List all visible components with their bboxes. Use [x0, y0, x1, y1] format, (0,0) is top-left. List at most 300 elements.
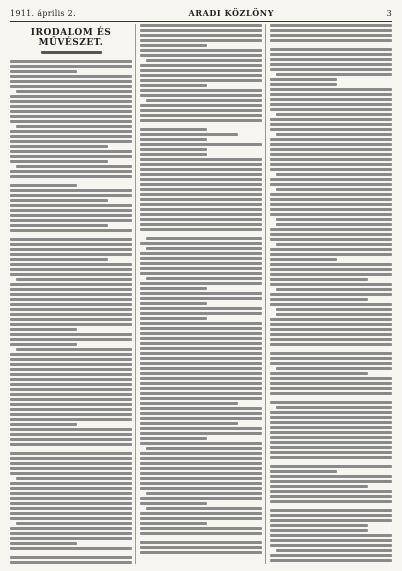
text-line-placeholder — [276, 313, 392, 316]
text-line-placeholder — [140, 307, 262, 310]
text-line-placeholder — [270, 436, 392, 439]
text-line-placeholder — [10, 378, 132, 381]
text-line-placeholder — [140, 119, 262, 122]
text-line-placeholder — [270, 148, 392, 151]
text-line-placeholder — [140, 262, 262, 265]
text-line-placeholder — [270, 298, 368, 301]
text-line-placeholder — [270, 278, 368, 281]
text-line-placeholder — [270, 268, 392, 271]
text-line-placeholder — [140, 128, 207, 131]
text-line-placeholder — [140, 74, 262, 77]
text-line-placeholder — [10, 60, 132, 63]
text-line-placeholder — [140, 252, 262, 255]
text-line-placeholder — [276, 367, 392, 370]
text-line-placeholder — [140, 158, 262, 161]
text-line-placeholder — [140, 337, 262, 340]
text-line-placeholder — [140, 332, 262, 335]
text-line-placeholder — [10, 170, 132, 173]
text-line-placeholder — [140, 153, 207, 156]
text-line-placeholder — [10, 497, 132, 500]
text-line-placeholder — [140, 472, 262, 475]
text-line-placeholder — [10, 214, 132, 217]
text-line-placeholder — [140, 218, 262, 221]
text-line-placeholder — [10, 70, 77, 73]
text-line-placeholder — [146, 277, 262, 280]
text-line-placeholder — [10, 288, 132, 291]
text-line-placeholder — [10, 204, 132, 207]
text-line-placeholder — [10, 65, 132, 68]
text-line-placeholder — [10, 298, 132, 301]
text-line-placeholder — [10, 532, 132, 535]
text-line-placeholder — [140, 317, 207, 320]
text-line-placeholder — [10, 492, 132, 495]
text-line-placeholder — [270, 421, 392, 424]
text-line-placeholder — [10, 243, 132, 246]
text-line-placeholder — [140, 512, 262, 515]
text-line-placeholder — [140, 442, 262, 445]
text-line-placeholder — [10, 373, 132, 376]
text-line-placeholder — [270, 554, 392, 557]
text-line-placeholder — [140, 193, 262, 196]
text-line-placeholder — [270, 333, 392, 336]
text-line-placeholder — [10, 403, 132, 406]
text-line-placeholder — [270, 382, 392, 385]
text-line-placeholder — [270, 53, 392, 56]
column-3-text — [270, 24, 392, 562]
text-line-placeholder — [140, 213, 262, 216]
text-line-placeholder — [270, 258, 337, 261]
text-line-placeholder — [140, 257, 262, 260]
text-line-placeholder — [10, 408, 132, 411]
text-line-placeholder — [10, 120, 132, 123]
text-line-placeholder — [270, 323, 392, 326]
text-line-placeholder — [140, 287, 207, 290]
text-line-placeholder — [10, 155, 132, 158]
column-divider-1 — [135, 24, 136, 564]
text-line-placeholder — [270, 431, 392, 434]
text-line-placeholder — [140, 417, 262, 420]
text-line-placeholder — [10, 353, 132, 356]
text-line-placeholder — [10, 517, 132, 520]
text-line-placeholder — [10, 482, 132, 485]
text-line-placeholder — [140, 312, 262, 315]
text-line-placeholder — [140, 133, 238, 136]
text-line-placeholder — [276, 113, 392, 116]
text-line-placeholder — [270, 203, 392, 206]
text-line-placeholder — [270, 128, 392, 131]
text-line-placeholder — [10, 308, 132, 311]
column-1-text — [10, 60, 132, 564]
text-line-placeholder — [140, 223, 262, 226]
text-line-placeholder — [270, 253, 392, 256]
text-line-placeholder — [10, 273, 132, 276]
text-line-placeholder — [16, 477, 132, 480]
text-line-placeholder — [270, 213, 392, 216]
text-line-placeholder — [10, 318, 132, 321]
text-line-placeholder — [10, 433, 132, 436]
text-line-placeholder — [10, 80, 132, 83]
text-line-placeholder — [140, 282, 262, 285]
text-line-placeholder — [270, 500, 392, 503]
column-2-text — [140, 24, 262, 554]
text-line-placeholder — [140, 422, 238, 425]
text-line-placeholder — [270, 248, 392, 251]
column-2 — [140, 24, 262, 564]
text-line-placeholder — [10, 467, 132, 470]
text-line-placeholder — [140, 94, 262, 97]
text-line-placeholder — [140, 44, 207, 47]
text-line-placeholder — [140, 427, 262, 430]
header-rule — [10, 21, 392, 22]
text-line-placeholder — [10, 219, 132, 222]
text-line-placeholder — [10, 140, 132, 143]
text-line-placeholder — [270, 524, 368, 527]
section-heading: IRODALOM ÉS MŰVÉSZET. — [30, 28, 112, 48]
text-line-placeholder — [146, 99, 262, 102]
text-line-placeholder — [270, 544, 392, 547]
text-line-placeholder — [10, 443, 132, 446]
text-line-placeholder — [140, 452, 262, 455]
text-line-placeholder — [10, 150, 132, 153]
text-line-placeholder — [10, 388, 132, 391]
text-line-placeholder — [270, 343, 392, 346]
text-line-placeholder — [270, 83, 337, 86]
text-line-placeholder — [140, 173, 262, 176]
text-line-placeholder — [276, 173, 392, 176]
text-line-placeholder — [270, 514, 392, 517]
text-line-placeholder — [270, 103, 392, 106]
text-line-placeholder — [10, 175, 132, 178]
text-line-placeholder — [270, 178, 392, 181]
text-line-placeholder — [10, 224, 108, 227]
text-line-placeholder — [140, 109, 262, 112]
text-line-placeholder — [270, 534, 392, 537]
text-line-placeholder — [140, 367, 262, 370]
text-line-placeholder — [10, 209, 132, 212]
text-line-placeholder — [276, 243, 392, 246]
text-line-placeholder — [140, 502, 207, 505]
column-3 — [270, 24, 392, 564]
text-line-placeholder — [270, 283, 392, 286]
text-line-placeholder — [270, 293, 392, 296]
text-line-placeholder — [140, 497, 262, 500]
text-line-placeholder — [140, 372, 262, 375]
text-line-placeholder — [10, 110, 132, 113]
text-line-placeholder — [10, 338, 132, 341]
text-line-placeholder — [10, 507, 132, 510]
text-line-placeholder — [16, 522, 132, 525]
text-line-placeholder — [10, 258, 108, 261]
text-line-placeholder — [10, 343, 77, 346]
text-line-placeholder — [10, 556, 132, 559]
text-line-placeholder — [270, 480, 392, 483]
text-line-placeholder — [140, 64, 262, 67]
text-line-placeholder — [270, 58, 392, 61]
text-line-placeholder — [140, 29, 262, 32]
text-line-placeholder — [140, 143, 262, 146]
text-line-placeholder — [140, 178, 262, 181]
text-line-placeholder — [270, 509, 392, 512]
text-line-placeholder — [276, 218, 392, 221]
text-line-placeholder — [10, 452, 132, 455]
text-line-placeholder — [270, 163, 392, 166]
text-line-placeholder — [270, 446, 392, 449]
text-line-placeholder — [140, 397, 262, 400]
text-line-placeholder — [276, 223, 392, 226]
text-line-placeholder — [146, 59, 262, 62]
text-line-placeholder — [140, 387, 262, 390]
text-line-placeholder — [146, 492, 262, 495]
text-line-placeholder — [10, 393, 132, 396]
text-line-placeholder — [10, 512, 132, 515]
text-line-placeholder — [140, 89, 262, 92]
text-line-placeholder — [270, 273, 392, 276]
text-line-placeholder — [10, 189, 132, 192]
text-line-placeholder — [270, 98, 392, 101]
text-line-placeholder — [270, 48, 392, 51]
text-line-placeholder — [140, 24, 262, 27]
text-line-placeholder — [140, 297, 262, 300]
text-line-placeholder — [270, 328, 392, 331]
text-line-placeholder — [10, 135, 132, 138]
text-line-placeholder — [276, 188, 392, 191]
text-line-placeholder — [140, 347, 262, 350]
text-line-placeholder — [10, 199, 108, 202]
text-line-placeholder — [10, 542, 77, 545]
text-line-placeholder — [270, 34, 392, 37]
text-line-placeholder — [140, 34, 262, 37]
text-line-placeholder — [140, 522, 207, 525]
text-line-placeholder — [140, 302, 207, 305]
text-line-placeholder — [140, 49, 262, 52]
text-line-placeholder — [140, 377, 262, 380]
text-line-placeholder — [140, 148, 207, 151]
text-line-placeholder — [140, 362, 262, 365]
newspaper-title: ARADI KÖZLÖNY — [188, 8, 275, 18]
text-line-placeholder — [270, 401, 392, 404]
text-line-placeholder — [140, 79, 262, 82]
page-header — [10, 6, 392, 20]
text-line-placeholder — [10, 472, 132, 475]
text-line-placeholder — [270, 198, 392, 201]
text-line-placeholder — [140, 402, 238, 405]
text-line-placeholder — [270, 123, 392, 126]
text-line-placeholder — [270, 352, 392, 355]
text-line-placeholder — [16, 348, 132, 351]
text-line-placeholder — [140, 292, 262, 295]
text-line-placeholder — [10, 145, 108, 148]
text-line-placeholder — [10, 184, 77, 187]
text-line-placeholder — [270, 138, 392, 141]
text-line-placeholder — [10, 547, 132, 550]
text-line-placeholder — [270, 392, 392, 395]
text-line-placeholder — [10, 115, 132, 118]
text-line-placeholder — [270, 29, 392, 32]
text-line-placeholder — [140, 168, 262, 171]
text-line-placeholder — [146, 507, 262, 510]
text-line-placeholder — [270, 68, 392, 71]
text-line-placeholder — [10, 502, 132, 505]
header-date: 1911. április 2. — [10, 8, 76, 18]
text-line-placeholder — [140, 198, 262, 201]
text-line-placeholder — [140, 527, 262, 530]
text-line-placeholder — [10, 328, 77, 331]
text-line-placeholder — [270, 411, 392, 414]
text-line-placeholder — [270, 465, 392, 468]
text-line-placeholder — [270, 559, 392, 562]
text-line-placeholder — [270, 168, 392, 171]
text-line-placeholder — [140, 208, 262, 211]
text-line-placeholder — [270, 416, 392, 419]
text-line-placeholder — [270, 377, 392, 380]
text-line-placeholder — [140, 487, 262, 490]
text-line-placeholder — [270, 372, 368, 375]
text-line-placeholder — [270, 78, 337, 81]
text-line-placeholder — [270, 208, 392, 211]
text-line-placeholder — [270, 495, 392, 498]
text-line-placeholder — [140, 114, 262, 117]
column-1 — [10, 24, 132, 564]
text-line-placeholder — [146, 237, 262, 240]
text-line-placeholder — [16, 165, 132, 168]
text-line-placeholder — [140, 541, 262, 544]
text-line-placeholder — [140, 482, 262, 485]
text-line-placeholder — [10, 333, 132, 336]
text-line-placeholder — [140, 462, 262, 465]
text-line-placeholder — [276, 549, 392, 552]
text-line-placeholder — [270, 519, 392, 522]
text-line-placeholder — [16, 278, 132, 281]
text-line-placeholder — [140, 352, 262, 355]
text-line-placeholder — [276, 73, 392, 76]
text-line-placeholder — [10, 413, 132, 416]
text-line-placeholder — [10, 398, 132, 401]
text-line-placeholder — [10, 487, 132, 490]
text-line-placeholder — [10, 303, 132, 306]
text-line-placeholder — [140, 551, 262, 554]
text-line-placeholder — [10, 75, 132, 78]
text-line-placeholder — [140, 467, 262, 470]
text-line-placeholder — [270, 338, 392, 341]
text-line-placeholder — [270, 451, 392, 454]
text-line-placeholder — [270, 387, 392, 390]
text-line-placeholder — [10, 438, 132, 441]
text-line-placeholder — [270, 485, 368, 488]
text-line-placeholder — [270, 426, 392, 429]
text-line-placeholder — [10, 130, 132, 133]
text-line-placeholder — [270, 118, 392, 121]
text-line-placeholder — [10, 313, 132, 316]
text-line-placeholder — [10, 263, 132, 266]
text-line-placeholder — [10, 160, 108, 163]
text-line-placeholder — [140, 407, 262, 410]
text-line-placeholder — [270, 357, 392, 360]
text-line-placeholder — [140, 183, 262, 186]
text-line-placeholder — [10, 283, 132, 286]
text-line-placeholder — [276, 406, 392, 409]
text-line-placeholder — [140, 546, 262, 549]
text-line-placeholder — [276, 133, 392, 136]
text-line-placeholder — [140, 69, 262, 72]
text-line-placeholder — [10, 238, 132, 241]
text-line-placeholder — [146, 247, 262, 250]
text-line-placeholder — [10, 268, 132, 271]
text-line-placeholder — [10, 383, 132, 386]
text-line-placeholder — [270, 153, 392, 156]
text-line-placeholder — [10, 253, 132, 256]
text-line-placeholder — [270, 539, 392, 542]
text-line-placeholder — [140, 477, 262, 480]
subheading-placeholder — [41, 51, 102, 54]
text-line-placeholder — [10, 418, 132, 421]
text-line-placeholder — [10, 368, 132, 371]
text-line-placeholder — [270, 318, 392, 321]
text-line-placeholder — [146, 447, 262, 450]
text-line-placeholder — [10, 537, 132, 540]
text-line-placeholder — [270, 263, 392, 266]
text-line-placeholder — [10, 248, 132, 251]
text-line-placeholder — [270, 158, 392, 161]
text-line-placeholder — [10, 194, 132, 197]
text-line-placeholder — [140, 272, 262, 275]
text-line-placeholder — [270, 183, 392, 186]
text-line-placeholder — [140, 412, 262, 415]
text-line-placeholder — [276, 288, 392, 291]
text-line-placeholder — [270, 441, 392, 444]
text-line-placeholder — [10, 363, 132, 366]
text-line-placeholder — [270, 108, 392, 111]
text-line-placeholder — [140, 382, 262, 385]
text-line-placeholder — [270, 63, 392, 66]
text-line-placeholder — [270, 24, 392, 27]
text-line-placeholder — [140, 39, 262, 42]
text-line-placeholder — [276, 308, 392, 311]
text-line-placeholder — [10, 85, 132, 88]
text-line-placeholder — [140, 327, 262, 330]
text-line-placeholder — [10, 462, 132, 465]
text-line-placeholder — [140, 267, 262, 270]
text-line-placeholder — [270, 93, 392, 96]
text-line-placeholder — [140, 188, 262, 191]
text-line-placeholder — [270, 233, 392, 236]
text-line-placeholder — [140, 163, 262, 166]
text-line-placeholder — [140, 342, 262, 345]
text-line-placeholder — [10, 100, 132, 103]
text-line-placeholder — [140, 104, 262, 107]
text-line-placeholder — [270, 470, 337, 473]
text-line-placeholder — [16, 90, 132, 93]
text-line-placeholder — [270, 39, 392, 42]
text-line-placeholder — [10, 105, 132, 108]
text-line-placeholder — [140, 392, 262, 395]
page-number: 3 — [386, 8, 392, 18]
text-line-placeholder — [10, 527, 132, 530]
text-line-placeholder — [140, 437, 207, 440]
text-line-placeholder — [140, 357, 262, 360]
text-line-placeholder — [140, 242, 262, 245]
text-line-placeholder — [140, 532, 262, 535]
text-line-placeholder — [270, 143, 392, 146]
text-line-placeholder — [270, 362, 392, 365]
text-line-placeholder — [270, 303, 392, 306]
text-line-placeholder — [10, 358, 132, 361]
text-line-placeholder — [140, 138, 207, 141]
text-line-placeholder — [140, 203, 262, 206]
text-line-placeholder — [270, 238, 392, 241]
text-line-placeholder — [270, 490, 392, 493]
text-line-placeholder — [10, 457, 132, 460]
text-line-placeholder — [140, 517, 262, 520]
